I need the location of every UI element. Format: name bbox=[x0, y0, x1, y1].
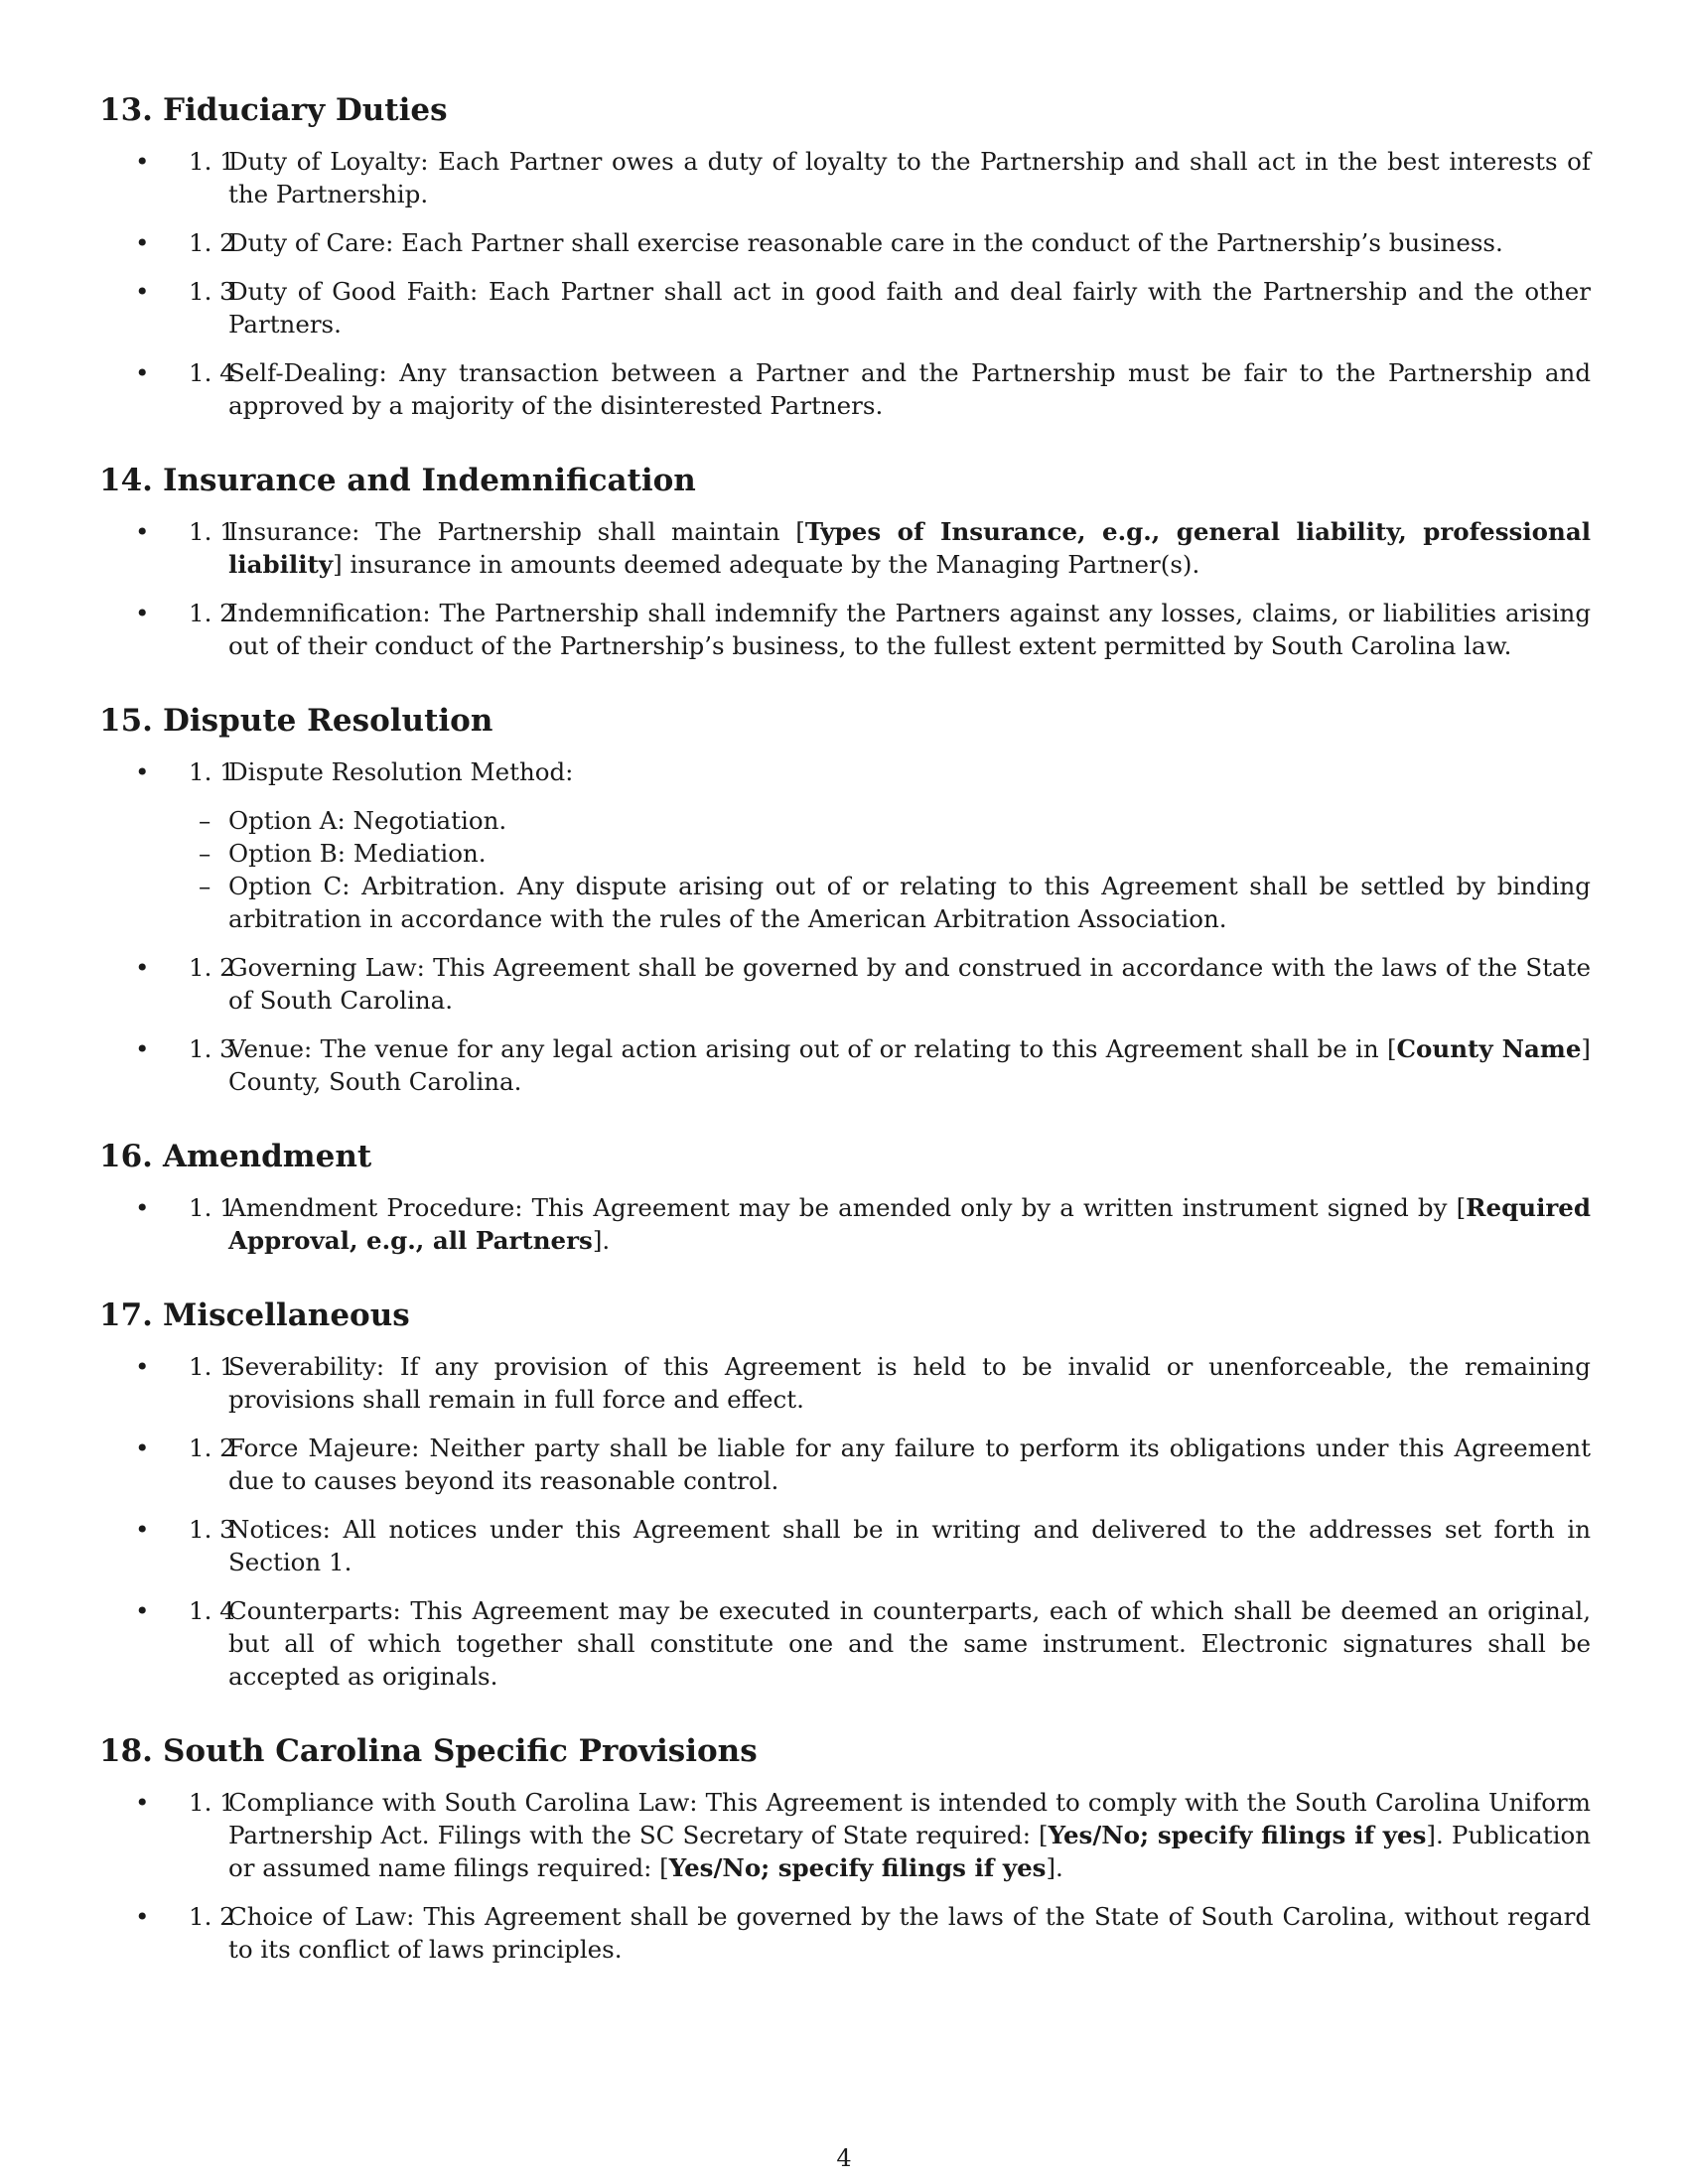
bullet-icon: • bbox=[135, 147, 150, 176]
clause-item bbox=[99, 951, 1591, 1017]
clause-list bbox=[99, 515, 1591, 662]
clause-marker: 1. 2 bbox=[189, 228, 235, 257]
placeholder-field: Yes/No; specify filings if yes bbox=[668, 1853, 1047, 1882]
section-15 bbox=[99, 702, 1591, 1098]
clause-text: Duty of Loyalty: Each Partner owes a duty of loyalty to the Partnership and shall act in the best interests of the Partnership. bbox=[228, 147, 1591, 208]
section-16 bbox=[99, 1138, 1591, 1257]
bullet-icon: • bbox=[135, 517, 150, 546]
clause-text: Self-Dealing: Any transaction between a Partner and the Partnership must be fair to the Partnership and approved by a majority of the disinterested Partners. bbox=[228, 358, 1591, 420]
clause-marker: 1. 3 bbox=[189, 1515, 235, 1544]
clause-list bbox=[99, 1350, 1591, 1693]
clause-item bbox=[99, 1513, 1591, 1578]
placeholder-field: Required Approval, e.g., all Partners bbox=[228, 1193, 1591, 1255]
option-list bbox=[199, 804, 1591, 935]
bullet-icon: • bbox=[135, 1902, 150, 1931]
clause-marker: 1. 1 bbox=[189, 757, 235, 786]
section-title: Fiduciary Duties bbox=[163, 92, 448, 128]
clause-item bbox=[99, 1594, 1591, 1693]
bullet-icon: • bbox=[135, 757, 150, 786]
bullet-icon: • bbox=[135, 953, 150, 982]
section-number: 17. bbox=[99, 1297, 153, 1333]
clause-marker: 1. 2 bbox=[189, 1433, 235, 1462]
clause-marker: 1. 1 bbox=[189, 517, 235, 546]
bullet-icon: • bbox=[135, 1352, 150, 1381]
bullet-icon: • bbox=[135, 1515, 150, 1544]
clause-marker: 1. 1 bbox=[189, 147, 235, 176]
clause-text: Dispute Resolution Method: bbox=[228, 757, 574, 786]
clause-text: Notices: All notices under this Agreement shall be in writing and delivered to the addresses set forth in Section 1. bbox=[228, 1515, 1591, 1576]
clause-text: ] insurance in amounts deemed adequate by the Managing Partner(s). bbox=[333, 550, 1200, 579]
section-title: Dispute Resolution bbox=[163, 703, 493, 739]
section-heading bbox=[99, 1138, 1591, 1175]
section-number: 16. bbox=[99, 1139, 153, 1174]
clause-item bbox=[99, 1432, 1591, 1497]
clause-text: Severability: If any provision of this Agreement is held to be invalid or unenforceable, the remaining provisions shall remain in full force and effect. bbox=[228, 1352, 1591, 1414]
section-heading bbox=[99, 702, 1591, 740]
section-heading bbox=[99, 1297, 1591, 1334]
clause-item bbox=[99, 356, 1591, 422]
clause-marker: 1. 2 bbox=[189, 953, 235, 982]
option-item bbox=[199, 837, 1591, 870]
section-number: 13. bbox=[99, 92, 153, 128]
clause-marker: 1. 3 bbox=[189, 1034, 235, 1063]
bullet-icon: • bbox=[135, 1596, 150, 1625]
section-17 bbox=[99, 1297, 1591, 1693]
bullet-icon: • bbox=[135, 1034, 150, 1063]
section-number: 15. bbox=[99, 703, 153, 739]
bullet-icon: • bbox=[135, 358, 150, 387]
clause-text: Choice of Law: This Agreement shall be governed by the laws of the State of South Carolina, without regard to its conflict of laws principles. bbox=[228, 1902, 1591, 1964]
bullet-icon: • bbox=[135, 277, 150, 306]
clause-item bbox=[99, 145, 1591, 210]
section-title: Miscellaneous bbox=[163, 1297, 410, 1333]
placeholder-field: County Name bbox=[1396, 1034, 1582, 1063]
clause-item bbox=[99, 1900, 1591, 1966]
clause-marker: 1. 4 bbox=[189, 1596, 235, 1625]
placeholder-field: Types of Insurance, e.g., general liability, professional liability bbox=[228, 517, 1591, 579]
clause-item bbox=[99, 1786, 1591, 1884]
section-heading bbox=[99, 91, 1591, 129]
section-heading bbox=[99, 462, 1591, 499]
clause-text: Governing Law: This Agreement shall be governed by and construed in accordance with the laws of the State of South Carolina. bbox=[228, 953, 1591, 1015]
bullet-icon: • bbox=[135, 228, 150, 257]
clause-marker: 1. 2 bbox=[189, 599, 235, 627]
section-18 bbox=[99, 1732, 1591, 1966]
option-item bbox=[199, 804, 1591, 837]
clause-item bbox=[99, 1032, 1591, 1098]
bullet-icon: • bbox=[135, 1433, 150, 1462]
clause-item bbox=[99, 755, 1591, 935]
option-item bbox=[199, 870, 1591, 935]
clause-text: Insurance: The Partnership shall maintain [ bbox=[228, 517, 805, 546]
bullet-icon: • bbox=[135, 599, 150, 627]
option-text: Option A: Negotiation. bbox=[228, 806, 507, 835]
clause-marker: 1. 4 bbox=[189, 358, 235, 387]
clause-text: Amendment Procedure: This Agreement may be amended only by a written instrument signed by [ bbox=[228, 1193, 1467, 1222]
clause-text: Counterparts: This Agreement may be executed in counterparts, each of which shall be deemed an original, but all of which together shall constitute one and the same instrument. Electronic signatures shall be accepted as originals. bbox=[228, 1596, 1591, 1691]
clause-item bbox=[99, 226, 1591, 259]
section-title: Insurance and Indemnification bbox=[163, 463, 696, 498]
clause-list bbox=[99, 755, 1591, 1098]
clause-marker: 1. 1 bbox=[189, 1193, 235, 1222]
clause-text: ]. Publication or assumed name filings required: [ bbox=[228, 1821, 1591, 1882]
clause-item bbox=[99, 1350, 1591, 1416]
clause-list bbox=[99, 1191, 1591, 1257]
clause-list bbox=[99, 145, 1591, 422]
clause-text: Indemnification: The Partnership shall indemnify the Partners against any losses, claims, or liabilities arising out of their conduct of the Partnership’s business, to the fullest extent permitted by South Carolina law. bbox=[228, 599, 1591, 660]
dash-icon: – bbox=[199, 806, 211, 835]
clause-marker: 1. 3 bbox=[189, 277, 235, 306]
section-number: 14. bbox=[99, 463, 153, 498]
section-number: 18. bbox=[99, 1733, 153, 1769]
clause-text: Compliance with South Carolina Law: This Agreement is intended to comply with the South Carolina Uniform Partnership Act. Filings with the SC Secretary of State required: [ bbox=[228, 1788, 1591, 1849]
page-number: 4 bbox=[836, 2144, 852, 2172]
section-13 bbox=[99, 91, 1591, 422]
clause-item bbox=[99, 515, 1591, 581]
clause-text: Venue: The venue for any legal action arising out of or relating to this Agreement shall be in [ bbox=[228, 1034, 1397, 1063]
bullet-icon: • bbox=[135, 1193, 150, 1222]
placeholder-field: Yes/No; specify filings if yes bbox=[1048, 1821, 1427, 1849]
clause-text: Duty of Care: Each Partner shall exercise reasonable care in the conduct of the Partnership’s business. bbox=[228, 228, 1503, 257]
bullet-icon: • bbox=[135, 1788, 150, 1817]
clause-marker: 1. 2 bbox=[189, 1902, 235, 1931]
clause-item bbox=[99, 1191, 1591, 1257]
clause-text: ]. bbox=[592, 1226, 611, 1255]
section-heading bbox=[99, 1732, 1591, 1770]
clause-item bbox=[99, 275, 1591, 341]
clause-text: Duty of Good Faith: Each Partner shall act in good faith and deal fairly with the Partnership and the other Partners. bbox=[228, 277, 1591, 339]
clause-text: ]. bbox=[1046, 1853, 1063, 1882]
clause-list bbox=[99, 1786, 1591, 1966]
option-text: Option C: Arbitration. Any dispute arising out of or relating to this Agreement shall be settled by binding arbitration in accordance with the rules of the American Arbitration Association. bbox=[228, 872, 1591, 933]
clause-marker: 1. 1 bbox=[189, 1352, 235, 1381]
dash-icon: – bbox=[199, 872, 211, 900]
option-text: Option B: Mediation. bbox=[228, 839, 487, 868]
clause-text: Force Majeure: Neither party shall be liable for any failure to perform its obligations under this Agreement due to causes beyond its reasonable control. bbox=[228, 1433, 1591, 1495]
clause-item bbox=[99, 597, 1591, 662]
dash-icon: – bbox=[199, 839, 211, 868]
clause-text: ] County, South Carolina. bbox=[228, 1034, 1591, 1096]
section-title: Amendment bbox=[163, 1139, 372, 1174]
document-page bbox=[99, 91, 1591, 2005]
section-title: South Carolina Specific Provisions bbox=[163, 1733, 758, 1769]
clause-marker: 1. 1 bbox=[189, 1788, 235, 1817]
section-14 bbox=[99, 462, 1591, 662]
